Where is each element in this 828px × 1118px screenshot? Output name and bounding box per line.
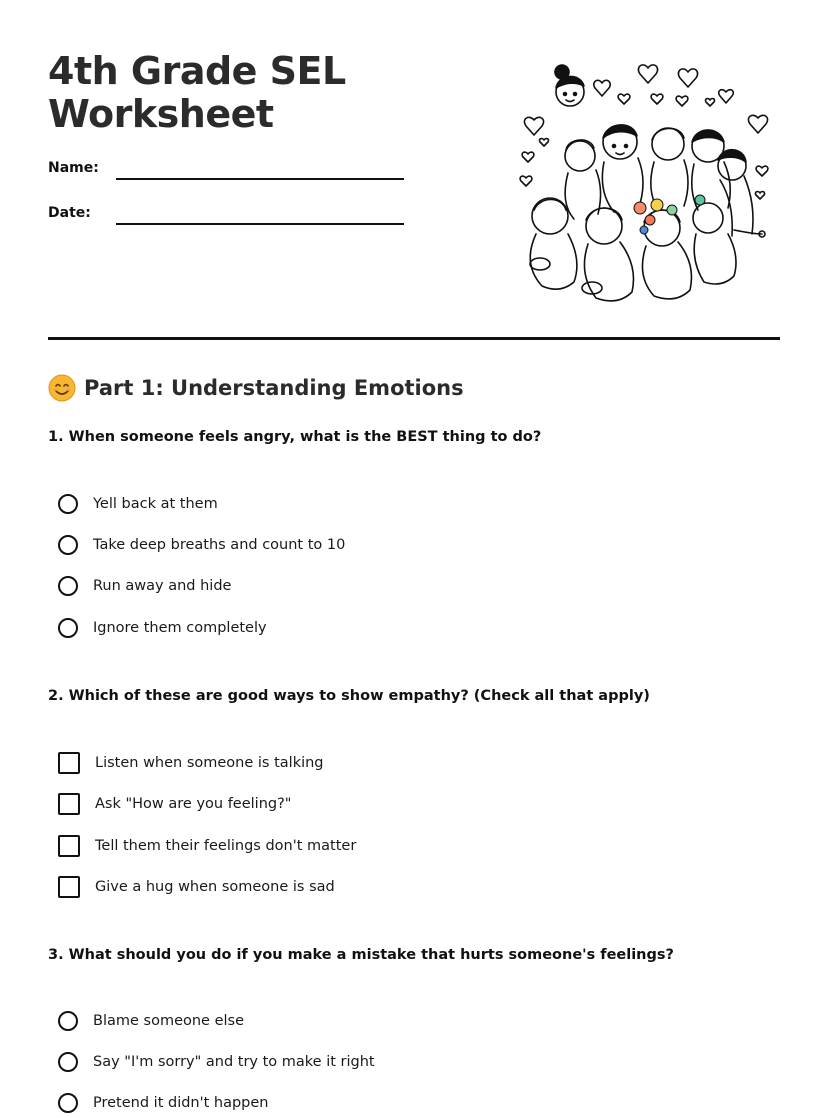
q1-option[interactable] xyxy=(58,615,267,641)
option-label: Tell them their feelings don't matter xyxy=(95,838,357,854)
smiling-face-icon xyxy=(48,374,76,402)
radio-button[interactable] xyxy=(58,494,78,514)
q2-option[interactable] xyxy=(58,833,356,859)
q2-option[interactable] xyxy=(58,874,335,900)
option-label: Pretend it didn't happen xyxy=(93,1095,269,1111)
q3-option[interactable] xyxy=(58,1008,244,1034)
radio-button[interactable] xyxy=(58,1011,78,1031)
option-label: Ask "How are you feeling?" xyxy=(95,796,292,812)
date-line[interactable] xyxy=(116,223,404,225)
option-label: Yell back at them xyxy=(93,496,218,512)
q1-option[interactable] xyxy=(58,491,218,517)
question-1: 1. When someone feels angry, what is the BEST thing to do? xyxy=(48,429,542,445)
checkbox[interactable] xyxy=(58,876,80,898)
date-field[interactable] xyxy=(48,201,408,231)
children-back-row xyxy=(565,125,753,236)
date-label: Date: xyxy=(48,205,91,221)
child-top xyxy=(555,65,584,106)
section-divider xyxy=(48,337,780,340)
option-label: Blame someone else xyxy=(93,1013,245,1029)
question-2: 2. Which of these are good ways to show empathy? (Check all that apply) xyxy=(48,688,650,704)
radio-button[interactable] xyxy=(58,1093,78,1113)
checkbox[interactable] xyxy=(58,793,80,815)
radio-button[interactable] xyxy=(58,576,78,596)
title-line-2: Worksheet xyxy=(48,92,274,136)
part-1-title: Part 1: Understanding Emotions xyxy=(84,376,464,400)
page-title xyxy=(48,50,378,136)
q1-option[interactable] xyxy=(58,532,345,558)
option-label: Give a hug when someone is sad xyxy=(95,879,335,895)
part-1-heading xyxy=(48,374,464,402)
radio-button[interactable] xyxy=(58,618,78,638)
q3-option[interactable] xyxy=(58,1090,269,1116)
q3-option[interactable] xyxy=(58,1049,375,1075)
option-label: Listen when someone is talking xyxy=(95,755,324,771)
option-label: Say "I'm sorry" and try to make it right xyxy=(93,1054,375,1070)
q2-option[interactable] xyxy=(58,791,291,817)
question-3: 3. What should you do if you make a mistake that hurts someone's feelings? xyxy=(48,947,674,963)
option-label: Take deep breaths and count to 10 xyxy=(93,537,346,553)
q1-option[interactable] xyxy=(58,573,231,599)
children-circle-illustration xyxy=(512,58,780,306)
radio-button[interactable] xyxy=(58,1052,78,1072)
q2-option[interactable] xyxy=(58,750,324,776)
title-line-1: 4th Grade SEL xyxy=(48,49,346,93)
name-field[interactable] xyxy=(48,156,408,186)
radio-button[interactable] xyxy=(58,535,78,555)
checkbox[interactable] xyxy=(58,835,80,857)
checkbox[interactable] xyxy=(58,752,80,774)
option-label: Ignore them completely xyxy=(93,620,267,636)
children-front-row xyxy=(530,198,765,301)
option-label: Run away and hide xyxy=(93,578,232,594)
name-label: Name: xyxy=(48,160,99,176)
name-line[interactable] xyxy=(116,178,404,180)
